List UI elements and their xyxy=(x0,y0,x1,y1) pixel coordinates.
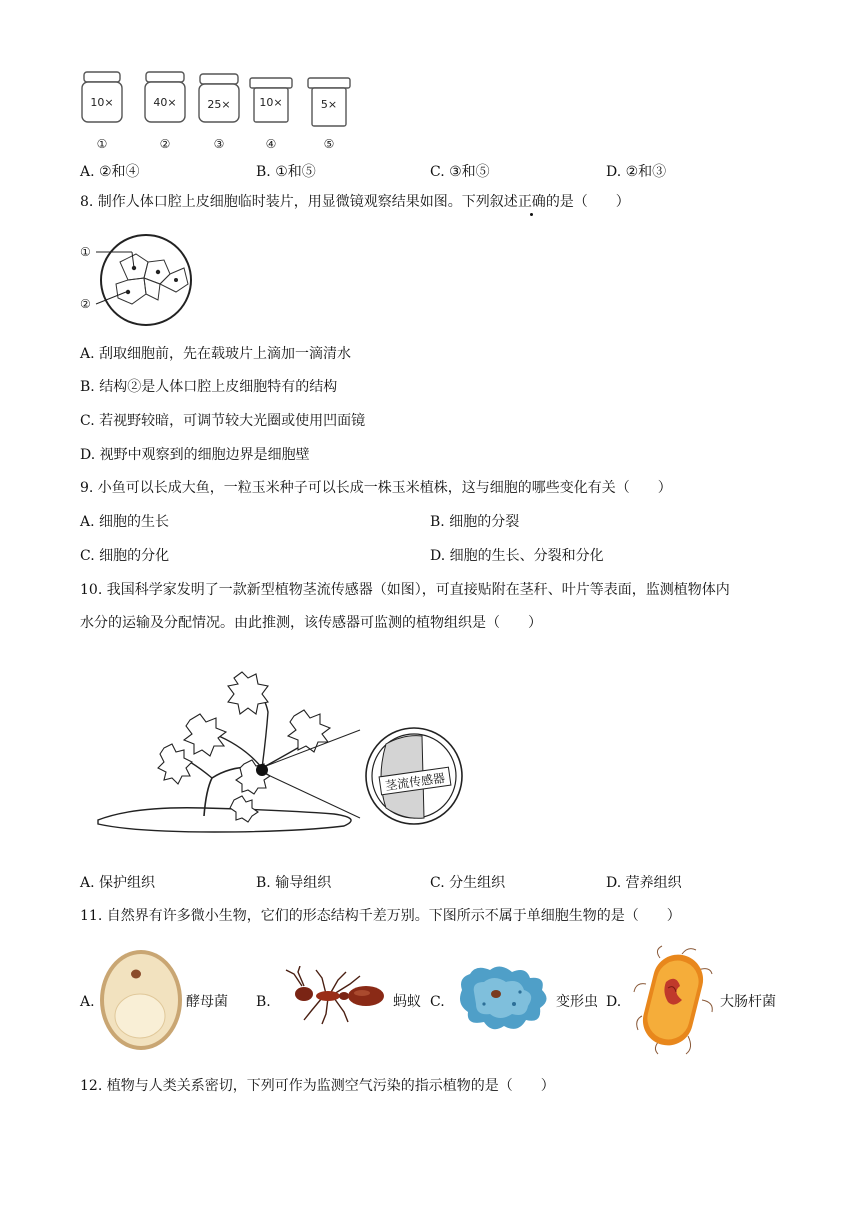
q10-stem-line1: 10. 我国科学家发明了一款新型植物茎流传感器（如图），可直接贴附在茎秆、叶片等表面，监测植物体内 xyxy=(80,582,730,598)
lens-3 xyxy=(199,74,239,151)
lens-2 xyxy=(145,72,185,151)
plant-sensor-figure xyxy=(94,668,466,846)
q8-stem: 8. 制作人体口腔上皮细胞临时装片，用显微镜观察结果如图。下列叙述正确的是（ ） xyxy=(80,194,630,210)
cell-label-2: ② xyxy=(80,297,91,311)
lens-1-label: 10× xyxy=(90,96,114,109)
q11-option-c-name: 变形虫 xyxy=(556,994,598,1010)
q11-option-c-letter[interactable]: C. xyxy=(430,994,445,1010)
q11-option-d-name: 大肠杆菌 xyxy=(720,994,776,1010)
q10-option-c[interactable]: C. 分生组织 xyxy=(430,875,506,891)
q7-option-b[interactable]: B. ①和⑤ xyxy=(256,164,316,180)
q11-option-b-name: 蚂蚁 xyxy=(393,994,421,1010)
q9-option-d[interactable]: D. 细胞的生长、分裂和分化 xyxy=(430,548,604,564)
sensor-label: 茎流传感器 xyxy=(384,770,446,794)
cell-label-1: ① xyxy=(80,245,91,259)
cheek-cell-figure xyxy=(76,232,196,328)
q11-option-a-letter[interactable]: A. xyxy=(80,994,95,1010)
lens-1-num: ① xyxy=(96,137,108,151)
q7-option-d[interactable]: D. ②和③ xyxy=(606,164,667,180)
q8-stem-emphasis: 正确 xyxy=(517,194,546,210)
lens-1 xyxy=(82,72,122,151)
lens-4-num: ④ xyxy=(265,137,277,151)
q10-stem-line2: 水分的运输及分配情况。由此推测，该传感器可监测的植物组织是（ ） xyxy=(80,615,542,631)
lens-5 xyxy=(308,78,350,151)
q9-option-a[interactable]: A. 细胞的生长 xyxy=(80,514,170,530)
q7-option-c[interactable]: C. ③和⑤ xyxy=(430,164,490,180)
lens-5-label: 5× xyxy=(320,98,338,111)
lens-4-label: 10× xyxy=(259,96,283,109)
q8-option-d[interactable]: D. 视野中观察到的细胞边界是细胞壁 xyxy=(80,447,310,463)
ant-image xyxy=(282,966,388,1026)
lens-4 xyxy=(250,78,292,151)
yeast-image xyxy=(98,948,184,1052)
lens-2-num: ② xyxy=(159,137,171,151)
q8-option-b[interactable]: B. 结构②是人体口腔上皮细胞特有的结构 xyxy=(80,379,338,395)
e-coli-image xyxy=(632,944,716,1056)
q12-stem: 12. 植物与人类关系密切，下列可作为监测空气污染的指示植物的是（ ） xyxy=(80,1078,555,1094)
amoeba-image xyxy=(454,960,554,1036)
q11-option-a-name: 酵母菌 xyxy=(186,994,228,1010)
lens-2-label: 40× xyxy=(153,96,177,109)
q9-option-b[interactable]: B. 细胞的分裂 xyxy=(430,514,520,530)
q10-option-a[interactable]: A. 保护组织 xyxy=(80,875,156,891)
q10-option-d[interactable]: D. 营养组织 xyxy=(606,875,682,891)
q10-option-b[interactable]: B. 输导组织 xyxy=(256,875,332,891)
q9-option-c[interactable]: C. 细胞的分化 xyxy=(80,548,170,564)
q8-option-a[interactable]: A. 刮取细胞前，先在载玻片上滴加一滴清水 xyxy=(80,346,352,362)
q11-stem: 11. 自然界有许多微小生物，它们的形态结构千差万别。下图所示不属于单细胞生物的是（ ） xyxy=(80,908,681,924)
q8-option-c[interactable]: C. 若视野较暗，可调节较大光圈或使用凹面镜 xyxy=(80,413,366,429)
q7-option-a[interactable]: A. ②和④ xyxy=(80,164,140,180)
q11-option-d-letter[interactable]: D. xyxy=(606,994,622,1010)
q9-stem: 9. 小鱼可以长成大鱼，一粒玉米种子可以长成一株玉米植株，这与细胞的哪些变化有关（ ） xyxy=(80,480,672,496)
lens-3-label: 25× xyxy=(207,98,231,111)
lens-5-num: ⑤ xyxy=(323,137,335,151)
lens-3-num: ③ xyxy=(213,137,225,151)
q11-option-b-letter[interactable]: B. xyxy=(256,994,271,1010)
lens-figure xyxy=(76,68,366,154)
